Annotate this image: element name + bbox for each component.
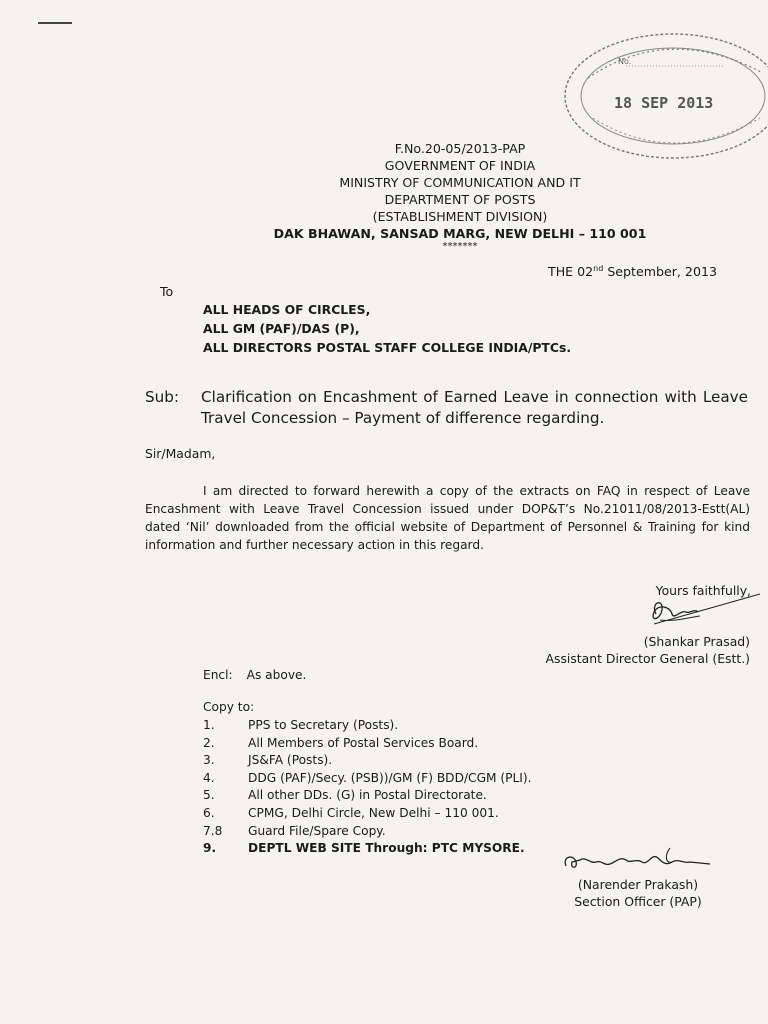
list-item-number: 9. bbox=[203, 841, 217, 856]
signatory-1-name: (Shankar Prasad) bbox=[643, 634, 750, 649]
list-item-number: 5. bbox=[203, 788, 215, 803]
signatory-2-name: (Narender Prakash) bbox=[577, 877, 699, 892]
recipient-item: ALL GM (PAF)/DAS (P), bbox=[203, 321, 360, 336]
list-item-text: JS&FA (Posts). bbox=[248, 753, 333, 768]
signatory-2 bbox=[568, 876, 708, 910]
signatory-1-designation: Assistant Director General (Estt.) bbox=[545, 651, 750, 666]
list-item-text: All Members of Postal Services Board. bbox=[248, 735, 479, 750]
file-number: F.No.20-05/2013-PAP bbox=[394, 141, 526, 156]
subject-text: Clarification on Encashment of Earned Leave in connection with Leave Travel Concession – Payment of difference regarding. bbox=[201, 388, 748, 427]
enclosure-line bbox=[203, 668, 306, 682]
list-item-text: PPS to Secretary (Posts). bbox=[248, 718, 399, 732]
body-text: I am directed to forward herewith a copy of the extracts on FAQ in respect of Leave Encashment with Leave Travel Concession issued under DOP&T’s No.21011/08/2013-Estt(AL) dated ‘Nil’ downloaded from the official website of Department of Personnel & Training for kind information and further necessary action in this regard. bbox=[145, 484, 750, 552]
salutation: Sir/Madam, bbox=[145, 446, 216, 461]
list-item-number: 4. bbox=[203, 770, 215, 785]
letter-date bbox=[548, 264, 717, 279]
date-day: THE 02 bbox=[548, 264, 594, 280]
scan-mark bbox=[38, 22, 72, 24]
list-item-number: 3. bbox=[203, 753, 215, 768]
enclosure-value: As above. bbox=[246, 668, 307, 682]
letter-header bbox=[250, 140, 670, 252]
closing-line: Yours faithfully, bbox=[655, 583, 751, 598]
list-item-text: DDG (PAF)/Secy. (PSB))/GM (F) BDD/CGM (PLI). bbox=[248, 770, 532, 785]
signature-narender-prakash bbox=[560, 842, 720, 878]
header-department: DEPARTMENT OF POSTS bbox=[384, 192, 536, 207]
subject-label: Sub: bbox=[145, 388, 180, 406]
stamp-date: 18 SEP 2013 bbox=[614, 94, 714, 112]
to-label: To bbox=[160, 284, 174, 299]
copy-to-label: Copy to: bbox=[203, 700, 255, 714]
header-ministry: MINISTRY OF COMMUNICATION AND IT bbox=[339, 175, 581, 190]
header-separator: ******* bbox=[442, 241, 478, 252]
list-item-text: CPMG, Delhi Circle, New Delhi – 110 001. bbox=[248, 805, 499, 820]
header-government: GOVERNMENT OF INDIA bbox=[384, 158, 536, 173]
list-item-number: 1. bbox=[203, 718, 215, 732]
list-item-number: 6. bbox=[203, 805, 215, 820]
list-item-text: Guard File/Spare Copy. bbox=[248, 823, 386, 838]
list-item-text: All other DDs. (G) in Postal Directorate. bbox=[248, 788, 487, 803]
enclosure-label: Encl: bbox=[203, 668, 233, 682]
date-ordinal: nd bbox=[593, 264, 604, 273]
signatory-1 bbox=[546, 633, 750, 667]
recipients-list bbox=[203, 300, 571, 357]
list-item-number: 2. bbox=[203, 735, 215, 750]
list-item-number: 7.8 bbox=[203, 823, 223, 838]
header-division: (ESTABLISHMENT DIVISION) bbox=[372, 209, 548, 224]
signature-shankar-prasad bbox=[642, 592, 762, 632]
signatory-2-designation: Section Officer (PAP) bbox=[574, 894, 702, 909]
recipient-item: ALL HEADS OF CIRCLES, bbox=[203, 302, 371, 317]
body-paragraph bbox=[145, 482, 750, 554]
header-address: DAK BHAWAN, SANSAD MARG, NEW DELHI – 110 001 bbox=[273, 226, 647, 241]
stamp-no-label: No. bbox=[618, 57, 632, 66]
recipient-item: ALL DIRECTORS POSTAL STAFF COLLEGE INDIA/PTCs. bbox=[203, 340, 572, 355]
date-month-year: September, 2013 bbox=[603, 264, 717, 280]
list-item-text: DEPTL WEB SITE Through: PTC MYSORE. bbox=[248, 841, 525, 856]
